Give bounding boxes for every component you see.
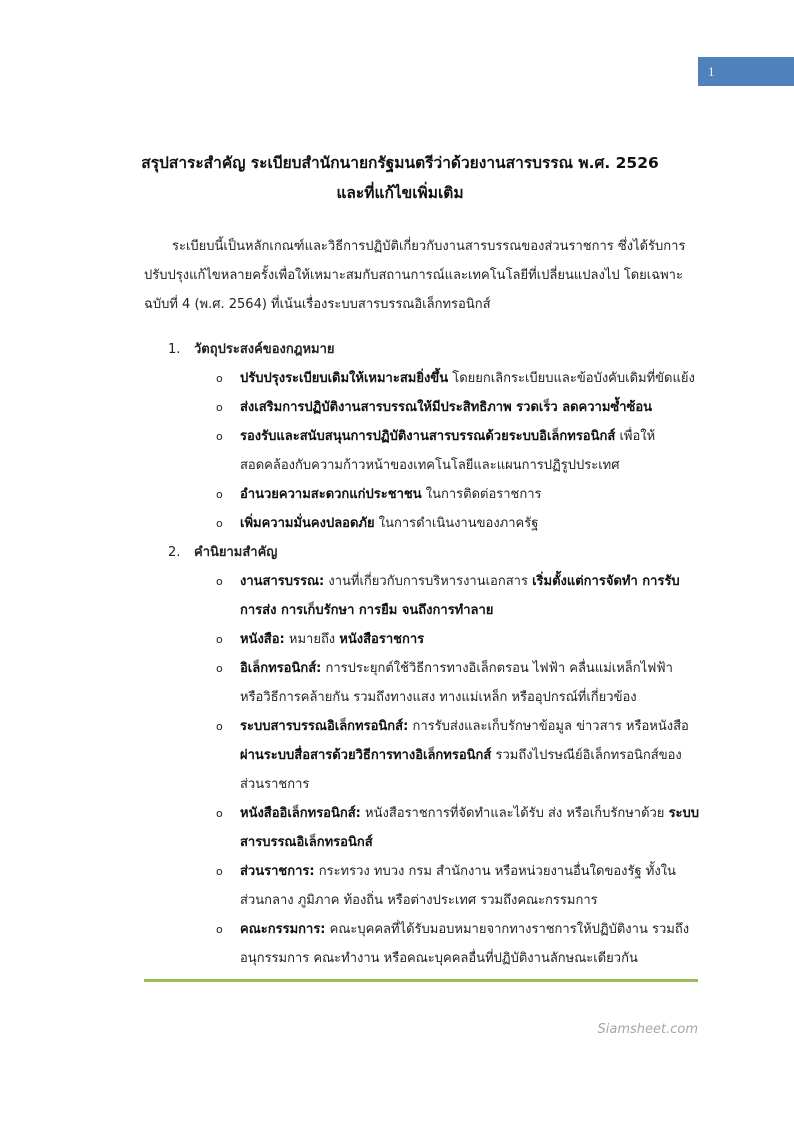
intro-paragraph: ระเบียบนี้เป็นหลักเกณฑ์และวิธีการปฏิบัติเกี่ยวกับงานสารบรรณของส่วนราชการ ซึ่งได้รับการปรับปรุงแก้ไขหลายครั้งเพื่อให้เหมาะสมกับสถานการณ์และเทคโนโลยีที่เปลี่ยนแปลงไป โดยเฉพาะฉบับที่ 4 (พ.ศ. 2564) ที่เน้นเรื่องระบบสารบรรณอิเล็กทรอนิกส์: [144, 239, 686, 312]
bullet-icon: o: [216, 430, 223, 443]
item-text: กระทรวง ทบวง กรม สำนักงาน หรือหน่วยงานอื่นใดของรัฐ ทั้งในส่วนกลาง ภูมิภาค ท้องถิ่น หรือต่างประเทศ รวมถึงคณะกรรมการ: [240, 864, 676, 908]
list-item: [144, 799, 700, 857]
bullet-icon: o: [216, 575, 223, 588]
item-emphasis: หนังสือราชการ: [339, 632, 425, 647]
item-term: หนังสือ:: [240, 632, 285, 647]
list-item: [144, 567, 700, 625]
item-text: โดยยกเลิกระเบียบและข้อบังคับเดิมที่ขัดแย้ง: [448, 371, 695, 386]
list-item: [144, 480, 700, 509]
bullet-icon: o: [216, 633, 223, 646]
bullet-icon: o: [216, 865, 223, 878]
item-term: งานสารบรรณ:: [240, 574, 325, 589]
objectives-list: [144, 364, 700, 538]
list-item: [144, 654, 700, 712]
list-item: [144, 509, 700, 538]
item-term: ส่งเสริมการปฏิบัติงานสารบรรณให้มีประสิทธิภาพ รวดเร็ว ลดความซ้ำซ้อน: [240, 400, 653, 415]
item-term: ปรับปรุงระเบียบเดิมให้เหมาะสมยิ่งขึ้น: [240, 371, 449, 386]
section-objectives: [144, 335, 700, 364]
bullet-icon: o: [216, 401, 223, 414]
section-number: 1.: [168, 342, 181, 357]
item-text: การประยุกต์ใช้วิธีการทางอิเล็กตรอน ไฟฟ้า คลื่นแม่เหล็กไฟฟ้า หรือวิธีการคล้ายกัน รวมถึงทางแสง ทางแม่เหล็ก หรืออุปกรณ์ที่เกี่ยวข้อง: [240, 661, 673, 705]
list-item: [144, 915, 700, 973]
item-term: เพิ่มความมั่นคงปลอดภัย: [240, 516, 375, 531]
item-emphasis: เริ่มตั้งแต่การจัดทำ การรับ การส่ง การเก็บรักษา การยืม จนถึงการทำลาย: [240, 574, 680, 618]
bullet-icon: o: [216, 372, 223, 385]
footer-divider: [144, 979, 698, 982]
footer-brand: Siamsheet.com: [597, 1022, 698, 1037]
item-term: หนังสืออิเล็กทรอนิกส์:: [240, 806, 361, 821]
definitions-list: [144, 567, 700, 973]
document-title: สรุปสาระสำคัญ ระเบียบสำนักนายกรัฐมนตรีว่าด้วยงานสารบรรณ พ.ศ. 2526 และที่แก้ไขเพิ่มเติม: [141, 154, 659, 202]
bullet-icon: o: [216, 923, 223, 936]
list-item: [144, 857, 700, 915]
item-term: อิเล็กทรอนิกส์:: [240, 661, 322, 676]
item-text: ในการติดต่อราชการ: [421, 487, 542, 502]
bullet-icon: o: [216, 807, 223, 820]
bullet-icon: o: [216, 517, 223, 530]
bullet-icon: o: [216, 662, 223, 675]
item-text: การรับส่งและเก็บรักษาข้อมูล ข่าวสาร หรือหนังสือ: [408, 719, 689, 734]
item-term: ระบบสารบรรณอิเล็กทรอนิกส์:: [240, 719, 409, 734]
item-text: เพื่อให้สอดคล้องกับความก้าวหน้าของเทคโนโลยีและแผนการปฏิรูปประเทศ: [240, 429, 656, 473]
item-text: รวมถึงไปรษณีย์อิเล็กทรอนิกส์ของส่วนราชการ: [240, 748, 682, 792]
item-text: คณะบุคคลที่ได้รับมอบหมายจากทางราชการให้ปฏิบัติงาน รวมถึงอนุกรรมการ คณะทำงาน หรือคณะบุคคลอื่นที่ปฏิบัติงานลักษณะเดียวกัน: [240, 922, 690, 966]
list-item: [144, 625, 700, 654]
section-title: คำนิยามสำคัญ: [194, 545, 278, 560]
list-item: [144, 422, 700, 480]
list-item: [144, 712, 700, 799]
item-term: คณะกรรมการ:: [240, 922, 326, 937]
item-text: หนังสือราชการที่จัดทำและได้รับ ส่ง หรือเก็บรักษาด้วย: [360, 806, 669, 821]
section-title: วัตถุประสงค์ของกฎหมาย: [194, 342, 335, 357]
item-emphasis: ระบบสารบรรณอิเล็กทรอนิกส์: [240, 806, 700, 850]
item-text: ในการดำเนินงานของภาครัฐ: [374, 516, 539, 531]
item-term: ส่วนราชการ:: [240, 864, 315, 879]
bullet-icon: o: [216, 488, 223, 501]
page-number-badge: 1: [698, 57, 794, 86]
item-term: อำนวยความสะดวกแก่ประชาชน: [240, 487, 422, 502]
section-list: [144, 335, 700, 973]
item-emphasis: ผ่านระบบสื่อสารด้วยวิธีการทางอิเล็กทรอนิกส์: [240, 748, 492, 763]
item-text: งานที่เกี่ยวกับการบริหารงานเอกสาร: [324, 574, 533, 589]
list-item: [144, 364, 700, 393]
item-text: หมายถึง: [284, 632, 340, 647]
list-item: [144, 393, 700, 422]
section-definitions: [144, 538, 700, 567]
item-term: รองรับและสนับสนุนการปฏิบัติงานสารบรรณด้วยระบบอิเล็กทรอนิกส์: [240, 429, 616, 444]
bullet-icon: o: [216, 720, 223, 733]
section-number: 2.: [168, 545, 181, 560]
